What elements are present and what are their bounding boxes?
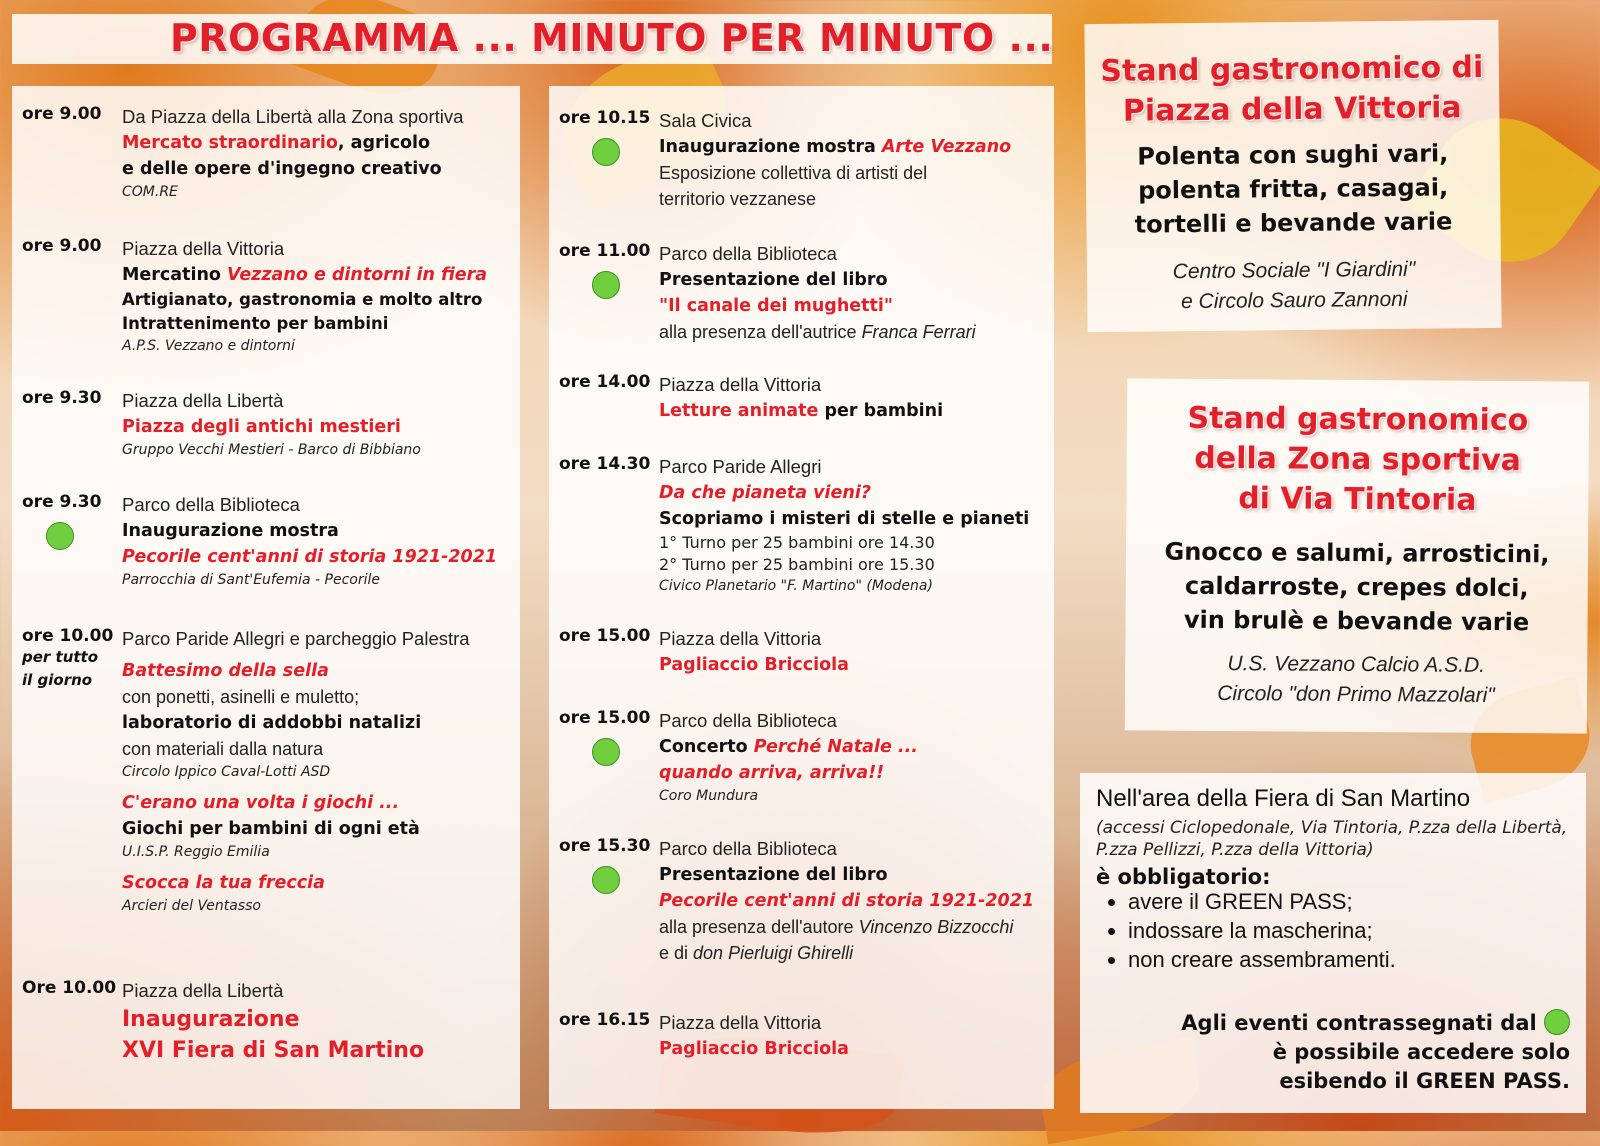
food-stand-card-zona-sportiva	[1125, 378, 1589, 733]
event-author: don Pierluigi Ghirelli	[693, 943, 854, 963]
event-highlight: quando arriva, arriva!!	[659, 763, 885, 783]
event-place: Da Piazza della Libertà alla Zona sportiva	[122, 106, 464, 127]
event-title: Inaugurazione	[122, 1007, 300, 1032]
program-column-2	[549, 86, 1054, 1109]
event-organizer: COM.RE	[122, 184, 178, 200]
event-place: Piazza della Vittoria	[122, 238, 285, 259]
event-title: Mercato straordinario	[122, 133, 338, 153]
event-place: Piazza della Vittoria	[659, 628, 822, 649]
stand-menu	[1086, 136, 1501, 242]
event-organizer: Gruppo Vecchi Mestieri - Barco di Bibbiano	[122, 442, 421, 458]
event-description: e di	[659, 943, 694, 963]
event-place: Piazza della Vittoria	[659, 1012, 822, 1033]
event-title: Inaugurazione mostra	[659, 137, 882, 157]
event-time	[22, 626, 113, 692]
stand-title	[1126, 398, 1589, 521]
stand-menu-line: tortelli e bevande varie	[1134, 207, 1453, 239]
legend-text: è possibile accedere solo	[1272, 1040, 1570, 1064]
notice-rule: • non creare assembramenti.	[1128, 945, 1396, 974]
stand-menu-line: polenta fritta, casagai,	[1137, 173, 1449, 205]
event-highlight: Pecorile cent'anni di storia 1921-2021	[122, 547, 498, 567]
event-place: Parco Paride Allegri	[659, 456, 822, 477]
green-pass-legend	[1130, 1009, 1570, 1096]
event-title: Concerto	[659, 737, 754, 757]
event-title: Presentazione del libro	[659, 270, 888, 290]
event-description: Artigianato, gastronomia e molto altro	[122, 290, 483, 309]
stand-organizer	[1125, 648, 1587, 711]
green-pass-dot-icon	[592, 738, 620, 766]
event-highlight: Pecorile cent'anni di storia 1921-2021	[659, 891, 1035, 911]
notice-mandatory-label: è obbligatorio:	[1096, 865, 1271, 889]
page-title: PROGRAMMA ... MINUTO PER MINUTO ...	[170, 16, 1054, 60]
stand-organizer-line: U.S. Vezzano Calcio A.S.D.	[1227, 652, 1486, 677]
stand-title-line: Stand gastronomico di	[1100, 50, 1484, 90]
stand-title	[1085, 48, 1500, 132]
stand-title-line: Stand gastronomico	[1187, 400, 1529, 439]
event-place: Parco della Biblioteca	[659, 243, 837, 264]
event-title: Presentazione del libro	[659, 865, 888, 885]
stand-organizer	[1087, 254, 1502, 318]
event-place: Parco della Biblioteca	[122, 494, 300, 515]
event-time: ore 15.00	[559, 708, 651, 728]
event-title-suffix: , agricolo	[337, 133, 431, 153]
notice-access-points: (accessi Ciclopedonale, Via Tintoria, P.zza della Libertà, P.zza Pellizzi, P.zza della Vittoria)	[1096, 818, 1568, 860]
event-place: Piazza della Libertà	[122, 980, 284, 1001]
event-title: Da che pianeta vieni?	[659, 483, 872, 503]
event-time: ore 9.00	[22, 104, 102, 124]
event-highlight: "Il canale dei mughetti"	[659, 296, 894, 316]
stand-menu-line: Polenta con sughi vari,	[1137, 139, 1449, 171]
event-time: ore 15.00	[559, 626, 651, 646]
event-detail: 1° Turno per 25 bambini ore 14.30	[659, 533, 935, 552]
notice-rules-list	[1102, 887, 1396, 974]
event-description: Giochi per bambini di ogni età	[122, 819, 420, 839]
event-title: Scocca la tua freccia	[122, 873, 325, 893]
stand-organizer-line: Centro Sociale "I Giardini"	[1172, 257, 1416, 284]
event-description: Intrattenimento per bambini	[122, 314, 389, 333]
event-description: alla presenza dell'autrice	[659, 322, 862, 342]
event-time: Ore 10.00	[22, 978, 117, 998]
event-title: Battesimo della sella	[122, 661, 329, 681]
event-place: Parco Paride Allegri e parcheggio Palestra	[122, 628, 470, 649]
stand-title-line: Piazza della Vittoria	[1122, 90, 1462, 129]
event-organizer: Arcieri del Ventasso	[122, 898, 261, 914]
event-description: Esposizione collettiva di artisti del	[659, 163, 928, 183]
event-organizer: Parrocchia di Sant'Eufemia - Pecorile	[122, 572, 380, 588]
food-stand-card-vittoria	[1084, 20, 1501, 332]
event-author: Vincenzo Bizzocchi	[858, 917, 1014, 937]
green-pass-dot-icon	[592, 271, 620, 299]
event-description: con ponetti, asinelli e muletto;	[122, 687, 360, 707]
event-organizer: U.I.S.P. Reggio Emilia	[122, 844, 270, 860]
event-title: Piazza degli antichi mestieri	[122, 417, 401, 437]
program-column-1	[12, 86, 520, 1109]
stand-menu-line: caldarroste, crepes dolci,	[1184, 571, 1529, 603]
stand-organizer-line: Circolo "don Primo Mazzolari"	[1217, 682, 1495, 707]
event-place: Piazza della Vittoria	[659, 374, 822, 395]
event-time: ore 9.30	[22, 388, 102, 408]
stand-menu	[1125, 534, 1588, 639]
green-pass-dot-icon	[1544, 1009, 1570, 1035]
event-subtitle: e delle opere d'ingegno creativo	[122, 159, 442, 179]
green-pass-notice	[1080, 773, 1586, 1113]
event-title: Letture animate	[659, 401, 819, 421]
notice-rule: • avere il GREEN PASS;	[1128, 887, 1396, 916]
stand-title-line: di Via Tintoria	[1238, 481, 1477, 518]
event-time: ore 9.30	[22, 492, 102, 512]
event-highlight: Arte Vezzano	[881, 137, 1012, 157]
event-place: Parco della Biblioteca	[659, 838, 837, 859]
event-place: Sala Civica	[659, 110, 752, 131]
event-title: Pagliaccio Bricciola	[659, 655, 849, 675]
event-highlight: Vezzano e dintorni in fiera	[227, 265, 488, 285]
event-detail: 2° Turno per 25 bambini ore 15.30	[659, 555, 935, 574]
stand-title-line: della Zona sportiva	[1194, 440, 1522, 479]
stand-organizer-line: e Circolo Sauro Zannoni	[1180, 287, 1408, 314]
green-pass-dot-icon	[592, 866, 620, 894]
event-title: Inaugurazione mostra	[122, 521, 339, 541]
event-time: ore 15.30	[559, 836, 651, 856]
legend-text: Agli eventi contrassegnati dal	[1181, 1011, 1537, 1035]
event-time: ore 14.30	[559, 454, 651, 474]
stand-menu-line: vin brulè e bevande varie	[1183, 605, 1530, 637]
event-description: Scopriamo i misteri di stelle e pianeti	[659, 509, 1030, 529]
event-title: C'erano una volta i giochi ...	[122, 793, 400, 813]
event-time-note: per tutto il giorno	[22, 648, 99, 689]
event-time: ore 9.00	[22, 236, 102, 256]
green-pass-dot-icon	[46, 522, 74, 550]
notice-heading: Nell'area della Fiera di San Martino	[1096, 785, 1471, 812]
event-title: Mercatino	[122, 265, 228, 285]
event-title: XVI Fiera di San Martino	[122, 1038, 425, 1063]
event-organizer: Civico Planetario "F. Martino" (Modena)	[659, 578, 933, 594]
event-place: Parco della Biblioteca	[659, 710, 837, 731]
event-organizer: Coro Mundura	[659, 788, 759, 804]
stand-menu-line: Gnocco e salumi, arrosticini,	[1164, 537, 1550, 569]
event-time: ore 10.15	[559, 108, 651, 128]
event-title: Pagliaccio Bricciola	[659, 1039, 849, 1059]
event-organizer: A.P.S. Vezzano e dintorni	[122, 338, 295, 354]
event-description: con materiali dalla natura	[122, 739, 324, 759]
event-highlight: Perché Natale ...	[753, 737, 918, 757]
event-time: ore 14.00	[559, 372, 651, 392]
event-place: Piazza della Libertà	[122, 390, 284, 411]
event-time-value: ore 10.00	[22, 626, 114, 646]
event-time: ore 16.15	[559, 1010, 651, 1030]
legend-text: esibendo il GREEN PASS.	[1279, 1069, 1570, 1093]
notice-rule: • indossare la mascherina;	[1128, 916, 1396, 945]
event-time: ore 11.00	[559, 241, 651, 261]
event-description: alla presenza dell'autore	[659, 917, 859, 937]
event-title-suffix: per bambini	[818, 401, 944, 421]
event-author: Franca Ferrari	[861, 322, 976, 342]
green-pass-dot-icon	[592, 138, 620, 166]
event-description: territorio vezzanese	[659, 189, 817, 209]
event-organizer: Circolo Ippico Caval-Lotti ASD	[122, 764, 331, 780]
event-description: laboratorio di addobbi natalizi	[122, 713, 422, 733]
